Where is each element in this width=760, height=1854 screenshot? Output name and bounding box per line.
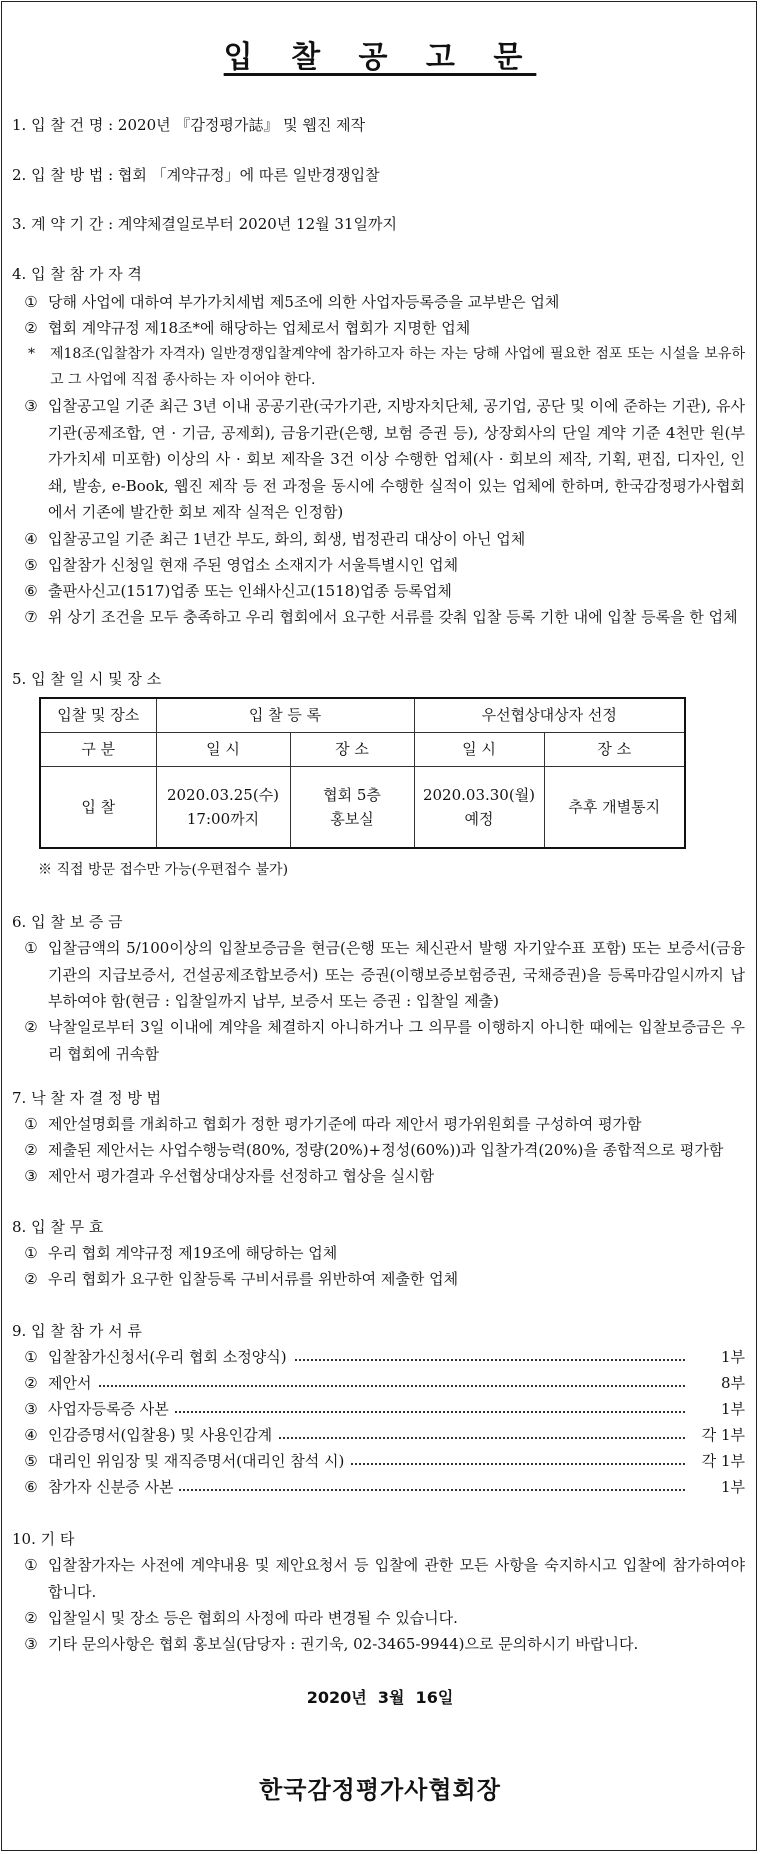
item-number: ① bbox=[24, 939, 38, 957]
document-title: 입 찰 공 고 문 bbox=[223, 40, 537, 75]
qualification-item bbox=[20, 578, 745, 605]
table-header-cell: 일 시 bbox=[414, 732, 544, 766]
table-cell: 입 찰 bbox=[40, 766, 156, 848]
item-number: ② bbox=[24, 319, 38, 337]
document-label: 참가자 신분증 사본 bbox=[48, 1474, 179, 1500]
item-number: ④ bbox=[24, 530, 38, 548]
item-text: 제출된 제안서는 사업수행능력(80%, 정량(20%)+정성(60%))과 입찰가격(20%)을 종합적으로 평가함 bbox=[48, 1141, 724, 1159]
qualification-item bbox=[20, 393, 745, 526]
visit-only-note: ※ 직접 방문 접수만 가능(우편접수 불가) bbox=[38, 862, 289, 878]
qualification-item bbox=[20, 552, 745, 579]
document-list-item bbox=[20, 1344, 745, 1370]
misc-item bbox=[20, 1605, 745, 1632]
item-number: ② bbox=[24, 1018, 38, 1036]
item-text: 우리 협회가 요구한 입찰등록 구비서류를 위반하여 제출한 업체 bbox=[48, 1270, 459, 1288]
document-list-item bbox=[20, 1422, 745, 1448]
item-number: ② bbox=[24, 1374, 38, 1392]
table-row bbox=[40, 766, 685, 848]
document-label: 대리인 위임장 및 재직증명서(대리인 참석 시) bbox=[48, 1448, 350, 1474]
invalid-item bbox=[20, 1240, 745, 1267]
item-number: ⑥ bbox=[24, 582, 38, 600]
item-text: 입찰참가자는 사전에 계약내용 및 제안요청서 등 입찰에 관한 모든 사항을 숙지하시고 입찰에 참가하여야 합니다. bbox=[48, 1556, 745, 1601]
item-number: ① bbox=[24, 293, 38, 311]
document-qty: 8부 bbox=[715, 1370, 745, 1396]
table-header-cell: 장 소 bbox=[290, 732, 414, 766]
document-qty: 1부 bbox=[715, 1474, 745, 1500]
section-10-heading: 10. 기 타 bbox=[12, 1530, 75, 1548]
qualification-item bbox=[20, 604, 745, 631]
item-text: 입찰일시 및 장소 등은 협회의 사정에 따라 변경될 수 있습니다. bbox=[48, 1609, 458, 1627]
contract-period: 3. 계 약 기 간 : 계약체결일로부터 2020년 12월 31일까지 bbox=[12, 215, 397, 233]
table-cell bbox=[156, 766, 290, 848]
reg-date-time: 17:00까지 bbox=[186, 809, 260, 828]
item-name: 1. 입 찰 건 명 : 2020년 『감정평가誌』 및 웹진 제작 bbox=[12, 116, 366, 134]
reg-place: 협회 5층 bbox=[323, 785, 381, 804]
item-number: ⑤ bbox=[24, 1452, 38, 1470]
item-number: ⑥ bbox=[24, 1478, 38, 1496]
document-qty: 각 1부 bbox=[696, 1448, 745, 1474]
document-list-item bbox=[20, 1474, 745, 1500]
document-label: 인감증명서(입찰용) 및 사용인감계 bbox=[48, 1422, 278, 1448]
table-header-cell: 일 시 bbox=[156, 732, 290, 766]
document-qty: 각 1부 bbox=[696, 1422, 745, 1448]
item-number: ① bbox=[24, 1348, 38, 1366]
qualification-item bbox=[20, 315, 745, 342]
signature: 한국감정평가사협회장 bbox=[259, 1776, 501, 1804]
item-number: ① bbox=[24, 1244, 38, 1262]
award-item bbox=[20, 1111, 745, 1138]
document-list-item bbox=[20, 1448, 745, 1474]
table-cell: 추후 개별통지 bbox=[544, 766, 685, 848]
item-text: 당해 사업에 대하여 부가가치세법 제5조에 의한 사업자등록증을 교부받은 업체 bbox=[48, 293, 560, 311]
item-number: ③ bbox=[24, 1167, 38, 1185]
award-item bbox=[20, 1163, 745, 1190]
award-item bbox=[20, 1137, 745, 1164]
item-number: ③ bbox=[24, 397, 38, 415]
item-text: 입찰공고일 기준 최근 1년간 부도, 화의, 회생, 법정관리 대상이 아닌 업체 bbox=[48, 530, 526, 548]
bid-method: 2. 입 찰 방 법 : 협회 「계약규정」에 따른 일반경쟁입찰 bbox=[12, 166, 380, 184]
qualification-item bbox=[20, 526, 745, 553]
section-5-heading: 5. 입 찰 일 시 및 장 소 bbox=[12, 670, 162, 688]
document-list-item bbox=[20, 1396, 745, 1422]
section-9-heading: 9. 입 찰 참 가 서 류 bbox=[12, 1322, 142, 1340]
announcement-date: 2020년 3월 16일 bbox=[306, 1688, 454, 1707]
section-8-heading: 8. 입 찰 무 효 bbox=[12, 1218, 104, 1236]
table-cell bbox=[290, 766, 414, 848]
item-number: ③ bbox=[24, 1635, 38, 1653]
section-6-heading: 6. 입 찰 보 증 금 bbox=[12, 913, 123, 931]
item-number: ② bbox=[24, 1141, 38, 1159]
item-text: 협회 계약규정 제18조*에 해당하는 업체로서 협회가 지명한 업체 bbox=[48, 319, 471, 337]
reg-place-room: 홍보실 bbox=[330, 809, 374, 828]
table-header-cell: 입 찰 등 록 bbox=[156, 698, 414, 732]
table-header-row bbox=[40, 698, 685, 732]
table-header-cell: 우선협상대상자 선정 bbox=[414, 698, 685, 732]
section-4-heading: 4. 입 찰 참 가 자 격 bbox=[12, 265, 142, 283]
item-text: 기타 문의사항은 협회 홍보실(담당자 : 권기욱, 02-3465-9944)으로 문의하시기 바랍니다. bbox=[48, 1635, 639, 1653]
document-label: 입찰참가신청서(우리 협회 소정양식) bbox=[48, 1344, 293, 1370]
deposit-item bbox=[20, 935, 745, 1015]
footnote-mark: * bbox=[28, 346, 35, 362]
item-text: 입찰공고일 기준 최근 3년 이내 공공기관(국가기관, 지방자치단체, 공기업, 공단 및 이에 준하는 기관), 유사기관(공제조합, 연 · 기금, 공제회), 금융기관(은행, 보험 증권 등), 상장회사의 단일 계약 기준 4천만 원(부가가치세 미포함) 이상의 사 · 회보 제작을 3건 이상 수행한 업체(사 · 회보의 제작, 기획, 편집, 디자인, 인쇄, 발송, e-Book, 웹진 제작 등 전 과정을 동시에 수행한 실적이 있는 업체에 한하며, 한국감정평가사협회에서 기존에 발간한 회보 제작 실적은 인정함) bbox=[48, 397, 745, 521]
misc-item bbox=[20, 1552, 745, 1605]
document-qty: 1부 bbox=[715, 1344, 745, 1370]
item-text: 제안서 평가결과 우선협상대상자를 선정하고 협상을 실시함 bbox=[48, 1167, 435, 1185]
item-number: ① bbox=[24, 1115, 38, 1133]
item-text: 출판사신고(1517)업종 또는 인쇄사신고(1518)업종 등록업체 bbox=[48, 582, 452, 600]
item-text: 낙찰일로부터 3일 이내에 계약을 체결하지 아니하거나 그 의무를 이행하지 아니한 때에는 입찰보증금은 우리 협회에 귀속함 bbox=[48, 1018, 745, 1063]
item-number: ② bbox=[24, 1609, 38, 1627]
item-text: 제안설명회를 개최하고 협회가 정한 평가기준에 따라 제안서 평가위원회를 구성하여 평가함 bbox=[48, 1115, 642, 1133]
invalid-item bbox=[20, 1266, 745, 1293]
document-label: 제안서 bbox=[48, 1370, 97, 1396]
deposit-item bbox=[20, 1014, 745, 1067]
item-number: ⑦ bbox=[24, 608, 38, 626]
qualification-item bbox=[20, 289, 745, 316]
footnote-text: 제18조(입찰참가 자격자) 일반경쟁입찰계약에 참가하고자 하는 자는 당해 사업에 필요한 점포 또는 시설을 보유하고 그 사업에 직접 종사하는 자 이어야 한다. bbox=[50, 346, 745, 388]
item-text: 입찰참가 신청일 현재 주된 영업소 소재지가 서울특별시인 업체 bbox=[48, 556, 459, 574]
table-header-cell: 구 분 bbox=[40, 732, 156, 766]
section-7-heading: 7. 낙 찰 자 결 정 방 법 bbox=[12, 1089, 162, 1107]
table-header-cell: 장 소 bbox=[544, 732, 685, 766]
document-label: 사업자등록증 사본 bbox=[48, 1396, 175, 1422]
item-text: 우리 협회 계약규정 제19조에 해당하는 업체 bbox=[48, 1244, 338, 1262]
sel-date: 2020.03.30(월) bbox=[422, 785, 536, 804]
table-subheader-row bbox=[40, 732, 685, 766]
reg-date: 2020.03.25(수) bbox=[166, 785, 280, 804]
misc-item bbox=[20, 1631, 745, 1658]
item-number: ⑤ bbox=[24, 556, 38, 574]
item-text: 위 상기 조건을 모두 충족하고 우리 협회에서 요구한 서류를 갖춰 입찰 등록 기한 내에 입찰 등록을 한 업체 bbox=[48, 608, 738, 626]
item-text: 입찰금액의 5/100이상의 입찰보증금을 현금(은행 또는 체신관서 발행 자기앞수표 포함) 또는 보증서(금융기관의 지급보증서, 건설공제조합보증서) 또는 증권(이행보증보험증권, 국채증권)을 등록마감일시까지 납부하여야 함(현금 : 입찰일까지 납부, 보증서 또는 증권 : 입찰일 제출) bbox=[48, 939, 745, 1010]
document-qty: 1부 bbox=[715, 1396, 745, 1422]
table-header-cell: 입찰 및 장소 bbox=[40, 698, 156, 732]
item-number: ① bbox=[24, 1556, 38, 1574]
table-cell bbox=[414, 766, 544, 848]
item-number: ② bbox=[24, 1270, 38, 1288]
item-number: ④ bbox=[24, 1426, 38, 1444]
document-list-item bbox=[20, 1370, 745, 1396]
schedule-table bbox=[39, 697, 686, 849]
sel-date-note: 예정 bbox=[464, 809, 494, 828]
item-number: ③ bbox=[24, 1400, 38, 1418]
footnote-18 bbox=[28, 341, 745, 393]
dot-leader bbox=[48, 1385, 685, 1387]
